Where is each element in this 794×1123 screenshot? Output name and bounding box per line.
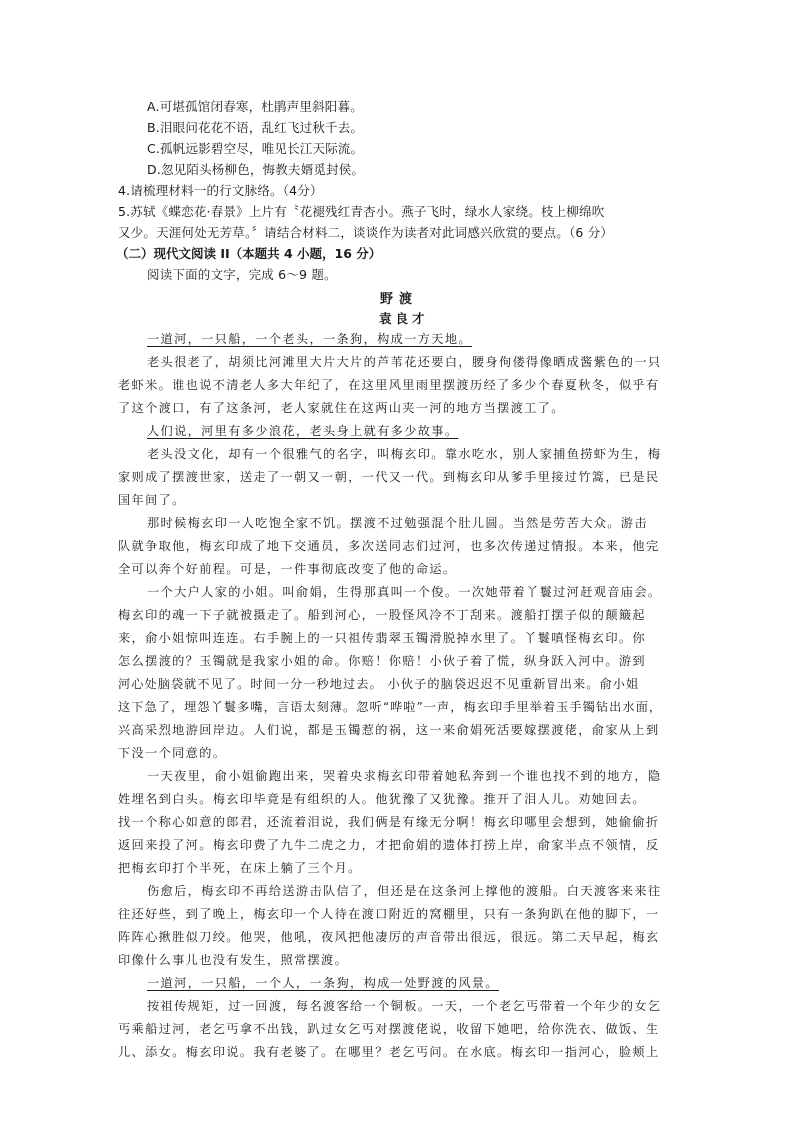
story-line: 找一个称心如意的郎君，还流着泪说，我们俩是有缘无分啊！梅玄印哪里会想到，她偷偷折 — [118, 815, 660, 829]
story-line: 伤愈后，梅玄印不再给送游击队信了，但还是在这条河上撑他的渡船。白天渡客来来往 — [147, 884, 662, 898]
story-line: 往还好些，到了晚上，梅玄印一个人待在渡口附近的窝棚里，只有一条狗趴在他的脚下，一 — [118, 907, 660, 921]
story-line: 把梅玄印打个半死，在床上躺了三个月。 — [118, 861, 362, 875]
story-line: 丐乘船过河，老乞丐拿不出钱，趴过女乞丐对摆渡佬说，收留下她吧，给你洗衣、做饭、生 — [118, 1022, 660, 1036]
story-line: 队就争取他，梅玄印成了地下交通员，多次送同志们过河，也多次传递过情报。本来，他完 — [118, 539, 660, 553]
story-line: 全可以奔个好前程。可是，一件事彻底改变了他的命运。 — [118, 562, 457, 576]
story-line: 梅玄印的魂一下子就被摄走了。船到河心，一股怪风冷不丁刮来。渡船打摆子似的颠簸起 — [118, 608, 646, 622]
option-b: B.泪眼问花花不语，乱红飞过秋千去。 — [147, 120, 364, 135]
section-instruction: 阅读下面的文字，完成 6～9 题。 — [147, 267, 337, 282]
story-author: 袁良才 — [379, 311, 429, 326]
story-line: 儿、添女。梅玄印说。我有老婆了。在哪里？老乞丐问。在水底。梅玄印一指河心，脸颊上 — [118, 1045, 660, 1059]
story-line: 那时候梅玄印一人吃饱全家不饥。摆渡不过勉强混个肚儿圆。当然是劳苦大众。游击 — [147, 516, 648, 530]
story-line: 一道河，一只船，一个人，一条狗，构成一处野渡的风景。 — [147, 976, 499, 990]
story-line: 按祖传规矩，过一回渡，每名渡客给一个铜板。一天，一个老乞丐带着一个年少的女乞 — [147, 999, 662, 1013]
question-5-line-1: 5.苏轼《蝶恋花·春景》上片有〝花褪残红青杏小。燕子飞时，绿水人家绕。枝上柳绵吹 — [118, 204, 605, 219]
story-line: 兴高采烈地游回岸边。人们说，都是玉镯惹的祸，这一来俞娟死活要嫁摆渡佬，俞家从上到 — [118, 723, 660, 737]
story-line: 了这个渡口，有了这条河，老人家就住在这两山夹一河的地方当摆渡工了。 — [118, 401, 565, 415]
story-line: 一个大户人家的小姐。叫俞娟，生得那真叫一个俊。一次她带着丫鬟过河赶观音庙会。 — [147, 585, 662, 599]
option-c: C.孤帆远影碧空尽，唯见长江天际流。 — [147, 141, 364, 156]
story-line: 返回来投了河。梅玄印费了九牛二虎之力，才把俞娟的遗体打捞上岸，俞家半点不领情，反 — [118, 838, 660, 852]
story-line: 家则成了摆渡世家，送走了一朝又一朝，一代又一代。到梅玄印从爹手里接过竹篙，已是民 — [118, 470, 660, 484]
story-line: 老头很老了，胡须比河滩里大片大片的芦苇花还要白，腰身佝偻得像晒成酱紫色的一只 — [147, 355, 662, 369]
story-line: 姓埋名到白头。梅玄印毕竟是有组织的人。他犹豫了又犹豫。推开了泪人儿。劝她回去。 — [118, 792, 646, 806]
story-line: 印像什么事儿也没有发生，照常摆渡。 — [118, 953, 349, 967]
story-line: 一道河，一只船，一个老头，一条狗，构成一方天地。 — [147, 332, 472, 346]
story-line: 国年间了。 — [118, 493, 186, 507]
option-a: A.可堪孤馆闭春寒，杜鹃声里斜阳暮。 — [147, 99, 363, 114]
story-line: 河心处脑袋就不见了。时间一分一秒地过去。 小伙子的脑袋迟迟不见重新冒出来。俞小姐 — [118, 677, 640, 691]
story-line: 老头没文化，却有一个很雅气的名字，叫梅玄印。靠水吃水，别人家捕鱼捞虾为生，梅 — [147, 447, 662, 461]
story-line: 一天夜里，俞小姐偷跑出来，哭着央求梅玄印带着她私奔到一个谁也找不到的地方，隐 — [147, 769, 662, 783]
story-line: 来，俞小姐惊叫连连。右手腕上的一只祖传翡翠玉镯滑脱掉水里了。丫鬟嗔怪梅玄印。你 — [118, 631, 646, 645]
story-title: 野渡 — [380, 292, 419, 307]
story-line: 老虾米。谁也说不清老人多大年纪了，在这里风里雨里摆渡历经了多少个春夏秋冬，似乎有 — [118, 378, 660, 392]
story-line: 人们说，河里有多少浪花，老头身上就有多少故事。 — [147, 424, 459, 438]
story-line: 怎么摆渡的？玉镯就是我家小姐的命。你赔！你赔！小伙子着了慌，纵身跃入河中。游到 — [118, 654, 646, 668]
story-line: 下没一个同意的。 — [118, 746, 227, 760]
section-heading: （二）现代文阅读 II（本题共 4 小题，16 分） — [116, 246, 382, 261]
story-line: 这下急了，埋怨丫鬟多嘴，言语太刻薄。忽听“哗啦”一声，梅玄印手里举着玉手镯钻出水面， — [118, 700, 663, 714]
option-d: D.忽见陌头杨柳色，悔教夫婿觅封侯。 — [147, 162, 365, 177]
story-line: 阵阵心揪胜似刀绞。他哭，他吼，夜风把他凄厉的声音带出很远，很远。第二天早起，梅玄 — [118, 930, 660, 944]
question-5-line-2: 又少。天涯何处无芳草。〞请结合材料二，谈谈作为读者对此词感兴欣赏的要点。（6 分） — [118, 225, 614, 240]
question-4: 4.请梳理材料一的行文脉络。（4分） — [118, 183, 323, 198]
